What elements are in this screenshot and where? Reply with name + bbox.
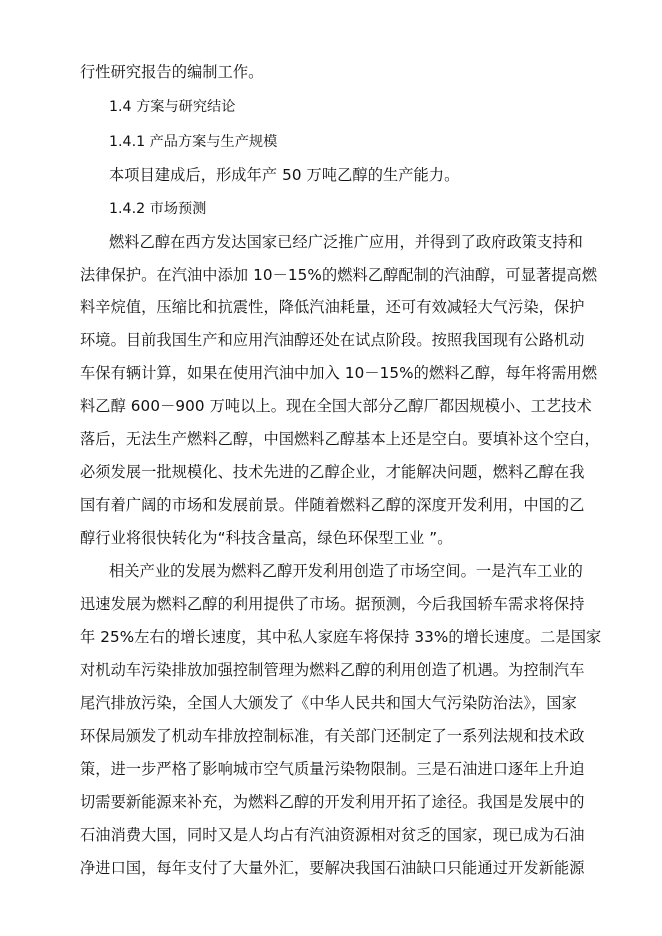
section-heading: 1.4 方案与研究结论 (109, 99, 236, 115)
paragraph-first-line: 相关产业的发展为燃料乙醇开发利用创造了市场空间。一是汽车工业的 (109, 562, 583, 580)
text-line: 环保局颁发了机动车排放控制标准，有关部门还制定了一系列法规和技术政 (80, 727, 585, 745)
text-line: 料辛烷值，压缩比和抗震性，降低汽油耗量，还可有效减轻大气污染，保护 (80, 298, 585, 316)
text-line: 醇行业将很快转化为“科技含量高，绿色环保型工业 ”。 (80, 529, 453, 547)
subsection-heading: 1.4.1 产品方案与生产规模 (109, 134, 278, 150)
text-line: 法律保护。在汽油中添加 10－15%的燃料乙醇配制的汽油醇，可显著提高燃 (80, 266, 598, 284)
text-line: 料乙醇 600－900 万吨以上。现在全国大部分乙醇厂都因规模小、工艺技术 (80, 397, 592, 415)
text-line: 国有着广阔的市场和发展前景。伴随着燃料乙醇的深度开发利用，中国的乙 (80, 496, 585, 514)
paragraph-first-line: 燃料乙醇在西方发达国家已经广泛推广应用，并得到了政府政策支持和 (109, 233, 583, 251)
text-line: 行性研究报告的编制工作。 (80, 63, 264, 81)
text-line: 石油消费大国，同时又是人均占有汽油资源相对贫乏的国家，现已成为石油 (80, 826, 585, 844)
text-line: 对机动车污染排放加强控制管理为燃料乙醇的利用创造了机遇。为控制汽车 (80, 661, 585, 679)
text-line: 本项目建成后，形成年产 50 万吨乙醇的生产能力。 (109, 166, 460, 184)
text-line: 环境。目前我国生产和应用汽油醇还处在试点阶段。按照我国现有公路机动 (80, 331, 585, 349)
text-line: 迅速发展为燃料乙醇的利用提供了市场。据预测，今后我国轿车需求将保持 (80, 595, 585, 613)
text-line: 切需要新能源来补充，为燃料乙醇的开发利用开拓了途径。我国是发展中的 (80, 793, 585, 811)
text-line: 策，进一步严格了影响城市空气质量污染物限制。三是石油进口逐年上升迫 (80, 760, 585, 778)
text-line: 落后，无法生产燃料乙醇，中国燃料乙醇基本上还是空白。要填补这个空白， (80, 430, 600, 448)
text-line: 尾汽排放污染，全国人大颁发了《中华人民共和国大气污染防治法》，国家 (80, 694, 577, 712)
text-line: 车保有辆计算，如果在使用汽油中加入 10－15%的燃料乙醇，每年将需用燃 (80, 364, 598, 382)
text-line: 必须发展一批规模化、技术先进的乙醇企业，才能解决问题，燃料乙醇在我 (80, 463, 585, 481)
text-line: 年 25%左右的增长速度，其中私人家庭车将保持 33%的增长速度。二是国家 (80, 628, 602, 646)
text-line: 净进口国，每年支付了大量外汇，要解决我国石油缺口只能通过开发新能源 (80, 859, 585, 877)
subsection-heading: 1.4.2 市场预测 (109, 201, 207, 217)
